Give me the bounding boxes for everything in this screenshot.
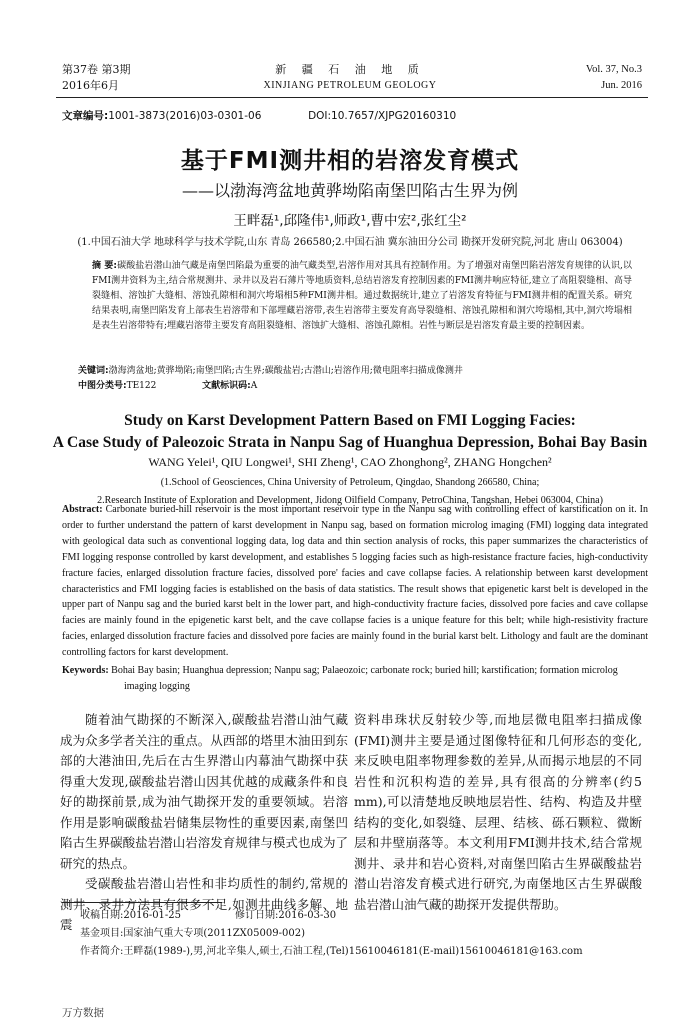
doc-code-value: A	[250, 381, 258, 391]
keywords-en-text: Bohai Bay basin; Huanghua depression; Nanpu sag; Palaeozoic; carbonate rock; buried hill; karstification; formation microlog imaging logging	[111, 665, 618, 692]
header-date: 2016年6月	[62, 79, 119, 92]
authors-cn: 王畔磊¹,邱隆伟¹,师政¹,曹中宏²,张红尘²	[233, 213, 467, 229]
title-en-line1: Study on Karst Development Pattern Based on FMI Logging Facies:	[124, 412, 576, 429]
fund-note: 基金项目:国家油气重大专项(2011ZX05009-002)	[80, 928, 305, 939]
header-issue	[62, 62, 131, 94]
abstract-cn-text: 碳酸盐岩潜山油气藏是南堡凹陷最为重要的油气藏类型,岩溶作用对其具有控制作用。为了增强对南堡凹陷岩溶发育规律的认识,以FMI测井资料为主,结合常规测井、录井以及岩石薄片等地质资料,总结岩溶发育控制因素的FMI测井响应特征,建立了高阻裂缝相、高导裂缝相、溶蚀扩大缝相、溶蚀孔隙相和洞穴垮塌相5种FMI测井相。通过数据统计,建立了岩溶发育特征与FMI测井相的配置关系。研究结果表明,南堡凹陷发育上部表生岩溶带和下部埋藏岩溶带,表生岩溶带主要发育高导裂缝相、溶蚀孔隙相和洞穴垮塌相,其中,洞穴垮塌相是表生岩溶带特有;埋藏岩溶带主要发育高阻裂缝相、溶蚀扩大缝相、溶蚀孔隙相。岩性与断层是岩溶发育最主要的控制因素。	[92, 261, 632, 331]
authors-en: WANG Yelei¹, QIU Longwei¹, SHI Zheng¹, CAO Zhonghong², ZHANG Hongchen²	[148, 455, 552, 469]
footnotes	[80, 907, 640, 961]
header-journal	[200, 62, 500, 94]
abstract-cn	[92, 259, 632, 334]
abstract-en	[62, 502, 648, 661]
doc-code-label: 文献标识码:	[202, 381, 251, 391]
body-paragraph: 受碳酸盐岩潜山岩性和非均质性的制约,常规的测井、录井方法具有很多不足,如测井曲线多解、地震	[60, 876, 348, 932]
keywords-cn	[78, 364, 638, 394]
article-meta	[62, 108, 456, 123]
abstract-cn-label: 摘 要:	[92, 261, 118, 271]
journal-name-cn: 新 疆 石 油 地 质	[275, 63, 425, 76]
clc-value: TE122	[126, 381, 157, 391]
doi: DOI:10.7657/XJPG20160310	[308, 110, 457, 122]
abstract-en-text: Carbonate buried-hill reservoir is the most important reservoir type in the Nanpu sag with controlling effect of karstification on it. In order to further understand the pattern of karst development in Nanpu sag, based on formation microlog imaging (FMI) logging data integrated with geological data such as conventional logging data, log data and thin section analysis of rocks, this paper summarizes the characteristics of FMI logging response controlled by karst development, and establishes 5 logging facies such as high-resistance fracture facies, high-conductivity fracture facies, enlarged dissolution fracture facies, dissolved pore' facies and cave collapse facies. A relationship between karst development characteristics and FMI logging facies is established on the basis of data statistics. The result shows that epigenetic karst belt is developed in the upper part of Nanpu sag and the buried karst belt in the lower part, and high-conductivity fracture facies, dissolved pore facies and cave collapse facies are mainly found in the epigenetic karst belt, and the cave collapse facies is a unique feature for this belt; while high-resistivity fracture facies, enlarged dissolution fracture facies and dissolved pore facies are mainly found in the burial karst belt. Lithology and fault are the dominant controlling factors for karst development.	[62, 504, 648, 659]
footnote-rule	[62, 902, 222, 903]
header-volume: 第37卷 第3期	[62, 63, 131, 76]
keywords-cn-text: 渤海湾盆地;黄骅坳陷;南堡凹陷;古生界;碳酸盐岩;古潜山;岩溶作用;微电阻率扫描成像测井	[108, 366, 463, 376]
header-volume-en	[586, 62, 642, 94]
affiliation-en-1: (1.School of Geosciences, China University of Petroleum, Qingdao, Shandong 266580, China;	[160, 477, 540, 488]
affiliation-cn: (1.中国石油大学 地球科学与技术学院,山东 青岛 266580;2.中国石油 冀东油田分公司 勘探开发研究院,河北 唐山 063004)	[77, 237, 623, 248]
body-column-right	[354, 710, 642, 915]
watermark: 万方数据	[62, 1007, 104, 1019]
received-date: 收稿日期:2016-01-25	[80, 910, 182, 921]
revised-date: 修订日期:2016-03-30	[235, 910, 337, 921]
article-no-label: 文章编号:	[62, 110, 109, 122]
abstract-en-label: Abstract:	[62, 504, 103, 515]
header-vol-no: Vol. 37, No.3	[585, 64, 642, 75]
body-paragraph: 资料串珠状反射较少等,而地层微电阻率扫描成像(FMI)测井主要是通过图像特征和几何形态的变化,来反映电阻率物理参数的差异,从而揭示地层的不同岩性和沉积构造的差异,具有很高的分辨率(约5 mm),可以清楚地反映地层岩性、结构、构造及井壁结构的变化,如裂缝、层理、结核、砾石颗粒、微断层和井壁崩落等。本文利用FMI测井技术,结合常规测井、录井和岩心资料,对南堡凹陷古生界碳酸盐岩潜山岩溶发育模式进行研究,为南堡地区古生界碳酸盐岩潜山油气藏的勘探开发提供帮助。	[354, 712, 642, 912]
title-en-line2: A Case Study of Paleozoic Strata in Nanpu Sag of Huanghua Depression, Bohai Bay Basin	[52, 434, 648, 451]
header-rule	[56, 97, 648, 98]
page-title: 基于FMI测井相的岩溶发育模式	[180, 148, 520, 174]
keywords-en	[62, 663, 648, 694]
affiliation-en-2: 2.Research Institute of Exploration and Development, Jidong Oilfield Company, PetroChina, Tangshan, Hebei 063004, China)	[97, 495, 603, 506]
title-en	[0, 410, 700, 454]
journal-name-en: XINJIANG PETROLEUM GEOLOGY	[263, 80, 437, 91]
header-month: Jun. 2016	[601, 80, 642, 91]
article-no: 1001-3873(2016)03-0301-06	[108, 110, 262, 122]
author-bio: 作者简介:王畔磊(1989-),男,河北辛集人,硕士,石油工程,(Tel)15610046181(E-mail)15610046181@163.com	[80, 946, 583, 957]
body-paragraph: 随着油气勘探的不断深入,碳酸盐岩潜山油气藏成为众多学者关注的重点。从西部的塔里木油田到东部的大港油田,先后在古生界潜山内幕油气勘探中获得重大发现,碳酸盐岩潜山因其优越的成藏条件和良好的勘探前景,成为油气勘探开发的重要领域。岩溶作用是影响碳酸盐岩储集层物性的重要因素,南堡凹陷古生界碳酸盐岩潜山岩溶发育规律与模式也成为了研究的热点。	[60, 712, 348, 871]
keywords-cn-label: 关键词:	[78, 366, 109, 376]
clc-label: 中图分类号:	[78, 381, 127, 391]
keywords-en-label: Keywords:	[62, 665, 109, 676]
page-subtitle: ——以渤海湾盆地黄骅坳陷南堡凹陷古生界为例	[181, 181, 518, 200]
